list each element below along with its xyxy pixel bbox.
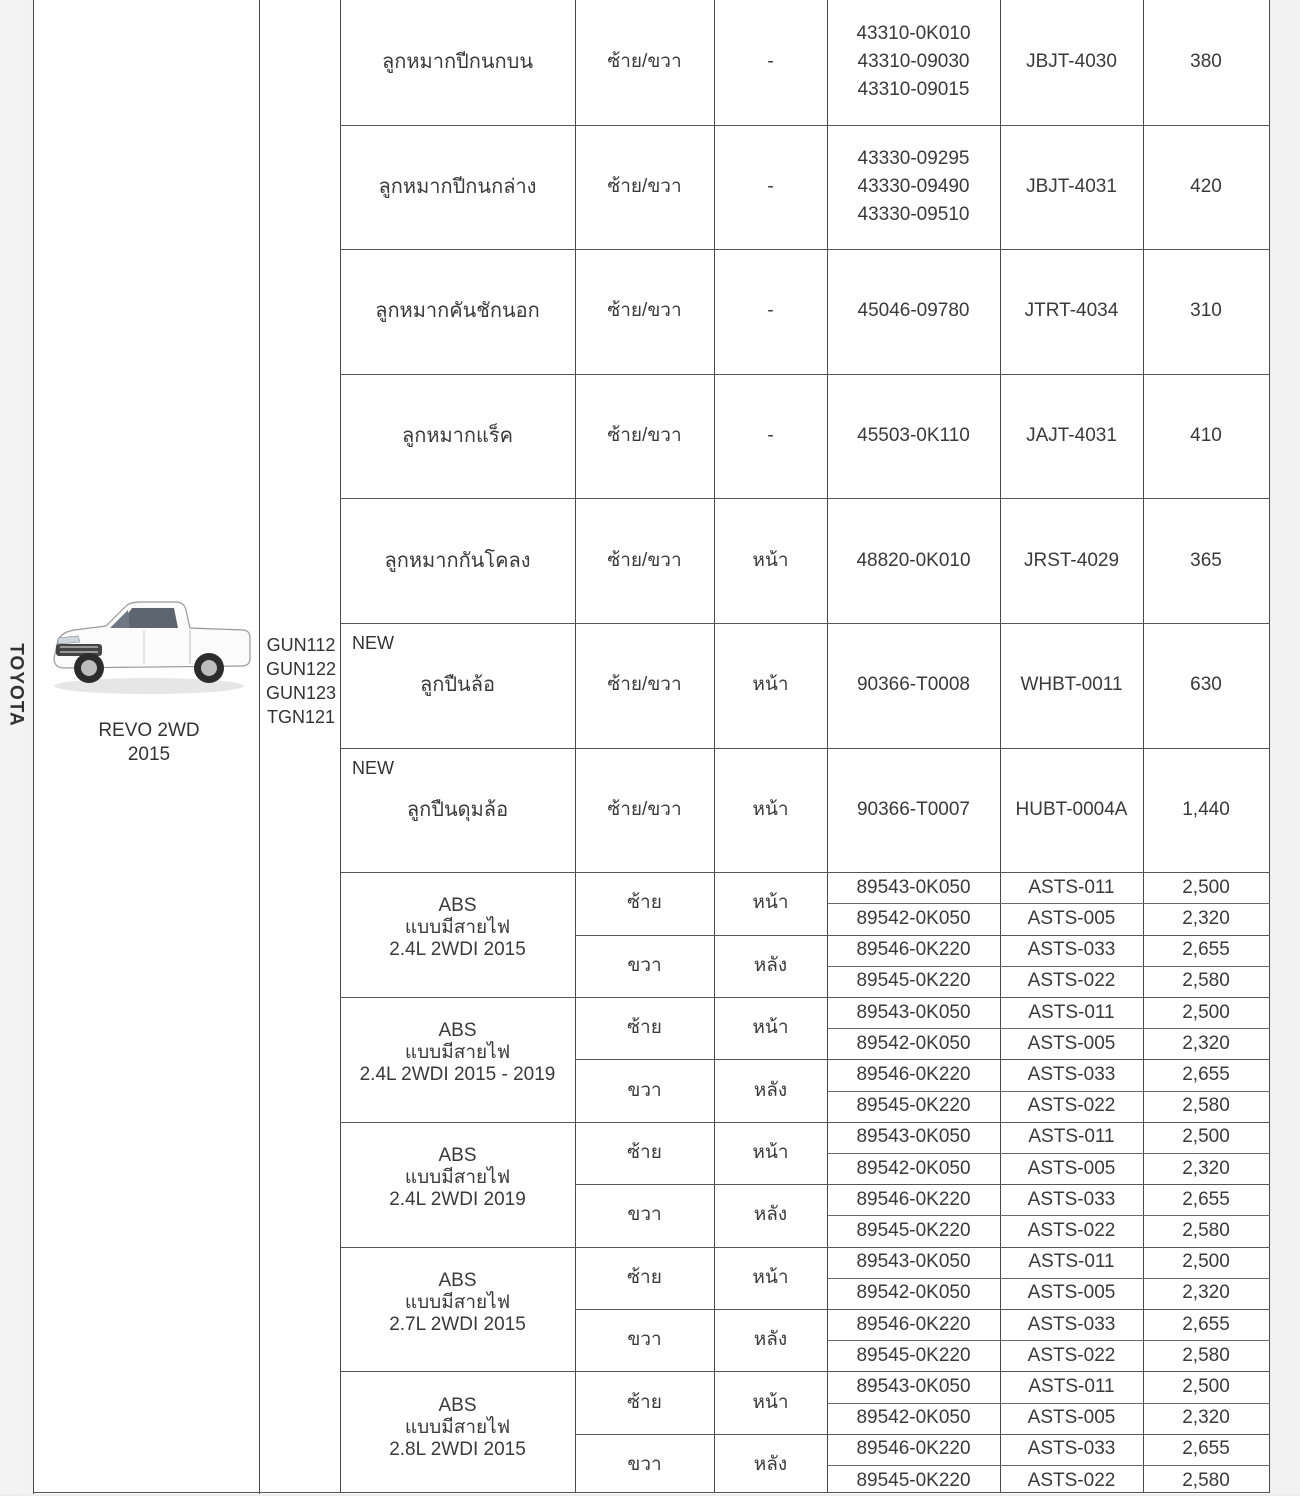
abs-description (340, 997, 575, 1109)
abs-description-line: แบบมีสายไฟ (404, 917, 511, 939)
abs-position: หน้า (752, 1266, 789, 1288)
abs-oem-number: 89543-0K050 (856, 1001, 971, 1023)
abs-oem-number: 89546-0K220 (856, 1313, 971, 1335)
price: 630 (1190, 674, 1222, 696)
part-side: ซ้าย/ขวา (607, 674, 682, 696)
product-code: JBJT-4030 (1026, 51, 1117, 73)
table-bottom-border (33, 1492, 1270, 1493)
abs-oem-number: 89546-0K220 (856, 939, 971, 961)
abs-product-code: ASTS-005 (1027, 1157, 1116, 1179)
abs-position: หน้า (752, 892, 789, 914)
part-position: - (767, 300, 774, 322)
abs-product-code: ASTS-022 (1027, 1219, 1116, 1241)
abs-product-code: ASTS-033 (1027, 1438, 1116, 1460)
table-border-left (33, 0, 34, 1494)
part-name: ลูกหมากปีกนกบน (381, 51, 534, 74)
abs-price: 2,320 (1182, 907, 1230, 929)
abs-description-line: แบบมีสายไฟ (404, 1166, 511, 1188)
abs-oem-number: 89542-0K050 (856, 1282, 971, 1304)
oem-number: 48820-0K010 (856, 549, 971, 571)
abs-side: ซ้าย (627, 892, 662, 914)
abs-position: หลัง (753, 1079, 788, 1101)
engine-code: GUN122 (265, 659, 337, 679)
product-code: HUBT-0004A (1015, 798, 1128, 820)
abs-product-code: ASTS-033 (1027, 1063, 1116, 1085)
abs-product-code: ASTS-022 (1027, 970, 1116, 992)
abs-side: ขวา (627, 1204, 662, 1226)
abs-description-line: 2.7L 2WDI 2015 (389, 1313, 526, 1335)
column-divider (1269, 0, 1270, 1492)
price: 310 (1190, 300, 1222, 322)
oem-number-line: 43310-0K010 (856, 23, 971, 45)
abs-description-line: ABS (438, 1020, 477, 1042)
abs-oem-number: 89546-0K220 (856, 1438, 971, 1460)
abs-oem-number: 89542-0K050 (856, 1407, 971, 1429)
abs-price: 2,655 (1182, 1188, 1230, 1210)
product-code: JTRT-4034 (1024, 300, 1119, 322)
abs-oem-number: 89543-0K050 (856, 1126, 971, 1148)
part-side: ซ้าย/ขวา (607, 300, 682, 322)
engine-code: GUN112 (266, 635, 336, 655)
abs-product-code: ASTS-011 (1028, 1375, 1115, 1397)
abs-side: ขวา (627, 1453, 662, 1475)
abs-description (340, 1122, 575, 1234)
abs-oem-number: 89545-0K220 (856, 1469, 971, 1491)
abs-description-line: ABS (438, 1394, 477, 1416)
part-name: ลูกหมากแร็ค (401, 425, 514, 448)
part-position: - (767, 175, 774, 197)
oem-number (827, 0, 1000, 125)
abs-price: 2,320 (1182, 1407, 1230, 1429)
price: 380 (1190, 51, 1222, 73)
abs-description-line: ABS (438, 895, 477, 917)
part-position: - (767, 51, 774, 73)
abs-description-line: 2.4L 2WDI 2019 (389, 1188, 526, 1210)
abs-product-code: ASTS-005 (1027, 1407, 1116, 1429)
abs-price: 2,500 (1182, 1375, 1230, 1397)
abs-price: 2,500 (1182, 1126, 1230, 1148)
abs-description (340, 872, 575, 984)
part-side: ซ้าย/ขวา (607, 798, 682, 820)
part-position: - (767, 425, 774, 447)
oem-number (827, 125, 1000, 250)
oem-number-line: 43330-09510 (857, 203, 970, 225)
part-name: ลูกหมากคันชักนอก (375, 300, 540, 323)
abs-product-code: ASTS-011 (1028, 1001, 1115, 1023)
abs-description-line: 2.4L 2WDI 2015 (389, 939, 526, 961)
oem-number: 45046-09780 (857, 300, 970, 322)
abs-product-code: ASTS-022 (1027, 1344, 1116, 1366)
abs-product-code: ASTS-022 (1027, 1469, 1116, 1491)
part-name: ลูกปืนดุมล้อ (406, 798, 509, 821)
abs-position: หลัง (753, 1453, 788, 1475)
oem-number: 45503-0K110 (857, 425, 970, 447)
part-name: ลูกหมากปีกนกล่าง (378, 175, 537, 198)
abs-price: 2,580 (1182, 1344, 1230, 1366)
oem-number-line: 43310-09030 (857, 51, 970, 73)
price: 410 (1190, 425, 1222, 447)
part-name: ลูกปืนล้อ (420, 674, 495, 697)
abs-oem-number: 89545-0K220 (856, 1095, 971, 1117)
oem-number-line: 43330-09490 (857, 175, 970, 197)
oem-number: 90366-T0007 (856, 798, 971, 820)
abs-side: ขวา (627, 1329, 662, 1351)
abs-oem-number: 89546-0K220 (856, 1188, 971, 1210)
product-code: WHBT-0011 (1020, 674, 1123, 696)
abs-description (340, 1371, 575, 1483)
abs-side: ซ้าย (627, 1017, 662, 1039)
abs-description-line: 2.8L 2WDI 2015 (389, 1438, 526, 1460)
abs-oem-number: 89543-0K050 (856, 1375, 971, 1397)
abs-position: หน้า (752, 1017, 789, 1039)
product-code: JBJT-4031 (1026, 175, 1117, 197)
abs-side: ขวา (627, 1079, 662, 1101)
part-side: ซ้าย/ขวา (607, 51, 682, 73)
abs-oem-number: 89542-0K050 (856, 1157, 971, 1179)
abs-description-line: ABS (438, 1269, 477, 1291)
abs-position: หน้า (752, 1141, 789, 1163)
abs-oem-number: 89543-0K050 (856, 1251, 971, 1273)
oem-number: 90366-T0008 (856, 674, 971, 696)
abs-price: 2,580 (1182, 970, 1230, 992)
abs-price: 2,580 (1182, 1095, 1230, 1117)
oem-number-line: 43330-09295 (857, 147, 970, 169)
abs-price: 2,320 (1182, 1282, 1230, 1304)
abs-oem-number: 89542-0K050 (856, 907, 971, 929)
abs-product-code: ASTS-033 (1027, 1188, 1116, 1210)
abs-price: 2,320 (1182, 1157, 1230, 1179)
product-code: JAJT-4031 (1026, 425, 1117, 447)
abs-price: 2,655 (1182, 939, 1230, 961)
part-name: ลูกหมากกันโคลง (384, 549, 531, 572)
oem-number-line: 43310-09015 (857, 79, 970, 101)
abs-side: ขวา (627, 954, 662, 976)
abs-price: 2,655 (1182, 1063, 1230, 1085)
abs-price: 2,655 (1182, 1438, 1230, 1460)
abs-product-code: ASTS-005 (1027, 907, 1116, 929)
abs-price: 2,655 (1182, 1313, 1230, 1335)
part-side: ซ้าย/ขวา (607, 549, 682, 571)
abs-description-line: ABS (438, 1144, 477, 1166)
abs-position: หลัง (753, 1329, 788, 1351)
abs-price: 2,580 (1182, 1219, 1230, 1241)
abs-product-code: ASTS-022 (1027, 1095, 1116, 1117)
part-position: หน้า (752, 549, 789, 571)
abs-side: ซ้าย (627, 1391, 662, 1413)
abs-product-code: ASTS-033 (1027, 1313, 1116, 1335)
abs-description-line: 2.4L 2WDI 2015 - 2019 (359, 1064, 556, 1086)
abs-product-code: ASTS-033 (1027, 939, 1116, 961)
abs-oem-number: 89542-0K050 (856, 1032, 971, 1054)
part-position: หน้า (752, 798, 789, 820)
abs-product-code: ASTS-011 (1028, 1251, 1115, 1273)
abs-description (340, 1247, 575, 1359)
price: 365 (1190, 549, 1222, 571)
new-badge: NEW (352, 633, 394, 653)
price: 420 (1190, 175, 1222, 197)
abs-oem-number: 89543-0K050 (856, 876, 971, 898)
abs-product-code: ASTS-011 (1028, 876, 1115, 898)
abs-product-code: ASTS-005 (1027, 1032, 1116, 1054)
abs-price: 2,500 (1182, 1251, 1230, 1273)
abs-side: ซ้าย (627, 1266, 662, 1288)
abs-description-line: แบบมีสายไฟ (404, 1042, 511, 1064)
product-code: JRST-4029 (1023, 549, 1120, 571)
table-border-vehicle (259, 0, 260, 1494)
abs-position: หลัง (753, 954, 788, 976)
abs-oem-number: 89545-0K220 (856, 1219, 971, 1241)
abs-price: 2,580 (1182, 1469, 1230, 1491)
abs-oem-number: 89545-0K220 (856, 1344, 971, 1366)
abs-price: 2,320 (1182, 1032, 1230, 1054)
vehicle-model: REVO 2WD (98, 720, 200, 741)
abs-position: หลัง (753, 1204, 788, 1226)
part-side: ซ้าย/ขวา (607, 175, 682, 197)
abs-description-line: แบบมีสายไฟ (404, 1416, 511, 1438)
abs-description-line: แบบมีสายไฟ (404, 1291, 511, 1313)
abs-price: 2,500 (1182, 876, 1230, 898)
new-badge: NEW (352, 757, 394, 778)
vehicle-year: 2015 (127, 744, 171, 765)
abs-product-code: ASTS-005 (1027, 1282, 1116, 1304)
price: 1,440 (1182, 798, 1230, 820)
engine-code: TGN121 (266, 707, 336, 727)
abs-price: 2,500 (1182, 1001, 1230, 1023)
abs-oem-number: 89545-0K220 (856, 970, 971, 992)
abs-side: ซ้าย (627, 1141, 662, 1163)
part-position: หน้า (752, 674, 789, 696)
abs-product-code: ASTS-011 (1028, 1126, 1115, 1148)
abs-position: หน้า (752, 1391, 789, 1413)
abs-oem-number: 89546-0K220 (856, 1063, 971, 1085)
part-side: ซ้าย/ขวา (607, 425, 682, 447)
brand-text: TOYOTA (6, 643, 28, 727)
engine-code: GUN123 (265, 683, 337, 703)
